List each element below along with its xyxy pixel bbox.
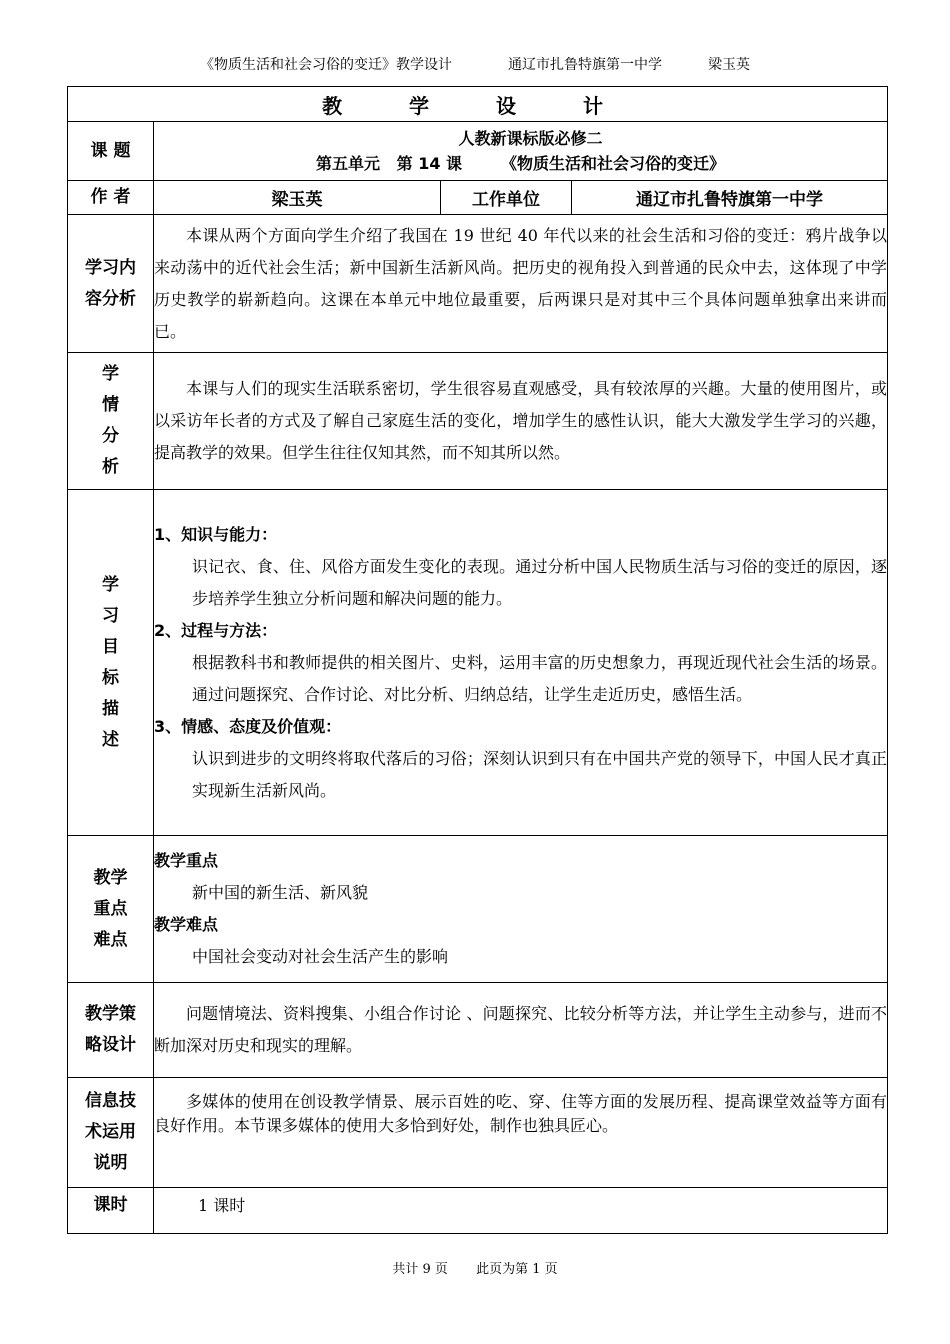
work-unit-value: 通辽市扎鲁特旗第一中学: [572, 181, 888, 215]
topic-label: 课 题: [68, 122, 154, 181]
objective-heading: 3、情感、态度及价值观：: [154, 716, 342, 736]
objective-text: 根据教科书和教师提供的相关图片、史料，运用丰富的历史想象力，再现近现代社会生活的场景。通过问题探究、合作讨论、对比分析、归纳总结，让学生走近历史，感悟生活。: [192, 652, 888, 704]
learner-analysis-label: 学情分析: [68, 353, 154, 490]
objective-heading: 2、过程与方法：: [154, 620, 278, 640]
key-points-cell: [154, 836, 888, 983]
difficulty-text: 中国社会变动对社会生活产生的影响: [192, 947, 449, 966]
objectives-cell: [154, 490, 888, 836]
author-label: 作 者: [68, 181, 154, 215]
strategy-text: 问题情境法、资料搜集、小组合作讨论 、问题探究、比较分析等方法，并让学生主动参与，进而不断加深对历史和现实的理解。: [154, 983, 888, 1078]
topic-line-1: 人教新课标版必修二: [458, 129, 603, 148]
it-usage-text: 多媒体的使用在创设教学情景、展示百姓的吃、穿、住等方面的发展历程、提高课堂效益等方面有良好作用。本节课多媒体的使用大多恰到好处，制作也独具匠心。: [154, 1078, 888, 1188]
objective-heading: 1、知识与能力：: [154, 524, 278, 544]
learner-analysis-text: 本课与人们的现实生活联系密切，学生很容易直观感受，具有较浓厚的兴趣。大量的使用图片，或以采访年长者的方式及了解自己家庭生活的变化，增加学生的感性认识，能大大激发学生学习的兴趣，提高教学的效果。但学生往往仅知其然，而不知其所以然。: [154, 353, 888, 490]
content-analysis-label: 学习内容分析: [68, 215, 154, 353]
lesson-design-table: [67, 86, 888, 1234]
strategy-label: 教学策略设计: [68, 983, 154, 1078]
footer-current-page: 此页为第 1 页: [476, 1262, 558, 1277]
topic-cell: [154, 122, 888, 181]
work-unit-label: 工作单位: [441, 181, 572, 215]
objectives-label: 学习目标描述: [68, 490, 154, 836]
header-school: 通辽市扎鲁特旗第一中学: [508, 57, 662, 73]
author-value: 梁玉英: [154, 181, 441, 215]
key-point-heading: 教学重点: [154, 851, 219, 870]
hours-label: 课时: [68, 1188, 154, 1234]
header-author: 梁玉英: [708, 57, 750, 73]
content-analysis-text: 本课从两个方面向学生介绍了我国在 19 世纪 40 年代以来的社会生活和习俗的变迁：鸦片战争以来动荡中的近代社会生活；新中国新生活新风尚。把历史的视角投入到普通的民众中去，这体现了中学历史教学的崭新趋向。这课在本单元中地位最重要，后两课只是对其中三个具体问题单独拿出来讲而已。: [154, 215, 888, 353]
table-title: 教 学 设 计: [68, 87, 888, 122]
footer-total-pages: 共计 9 页: [392, 1262, 448, 1277]
hours-value: 1 课时: [154, 1188, 888, 1234]
key-points-label: 教学重点难点: [68, 836, 154, 983]
key-point-text: 新中国的新生活、新风貌: [192, 883, 369, 902]
objective-text: 认识到进步的文明终将取代落后的习俗；深刻认识到只有在中国共产党的领导下，中国人民才真正实现新生活新风尚。: [192, 748, 888, 800]
page-footer: [0, 1258, 950, 1277]
topic-line-2: 第五单元 第 14 课 《物质生活和社会习俗的变迁》: [315, 154, 726, 173]
header-doc-title: 《物质生活和社会习俗的变迁》教学设计: [200, 57, 452, 73]
it-usage-label: 信息技术运用说明: [68, 1078, 154, 1188]
difficulty-heading: 教学难点: [154, 915, 219, 934]
objective-text: 识记衣、食、住、风俗方面发生变化的表现。通过分析中国人民物质生活与习俗的变迁的原因，逐步培养学生独立分析问题和解决问题的能力。: [192, 556, 888, 608]
